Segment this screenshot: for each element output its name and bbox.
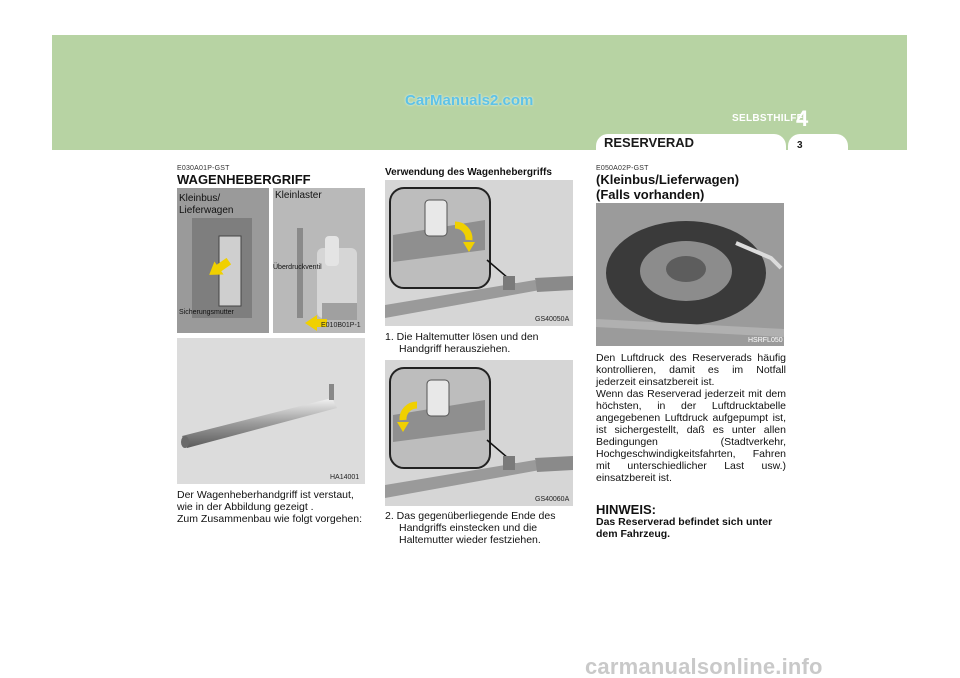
note-text: Das Reserverad befindet sich unter dem Fahrzeug. (596, 516, 773, 540)
figure-code: GS40060A (535, 496, 570, 503)
page-number: 3 (797, 140, 803, 151)
loosen-nut-illustration (385, 180, 573, 326)
spare-wheel-title: (Kleinbus/Lieferwagen) (Falls vorhanden) (596, 172, 740, 202)
label-nut: Sicherungsmutter (179, 309, 234, 316)
jack-storage-photo (177, 188, 365, 333)
label-truck: Kleinlaster (275, 190, 322, 201)
storage-paragraph: Der Wagenheberhandgriff ist verstaut, wie in der Abbildung gezeigt . Zum Zusammenbau wie folgt vorgehen: (177, 489, 363, 525)
label-van: Kleinbus/ Lieferwagen (179, 193, 234, 216)
insert-end-illustration (385, 360, 573, 506)
jack-handle-illustration (177, 338, 365, 484)
step-2: 2. Das gegenüberliegende Ende des Handgriffs einstecken und die Haltemutter wieder festziehen. (385, 510, 556, 546)
label-valve: Überdruckventil (273, 264, 322, 271)
section-code: E050A02P-GST (596, 165, 649, 172)
section-title: WAGENHEBERGRIFF (177, 172, 311, 187)
tire-pressure-paragraph: Den Luftdruck des Reserverads häufig kontrollieren, damit es im Notfall jederzeit einsatzbereit ist. Wenn das Reserverad jederzeit mit dem höchsten, in der Luftdrucktabelle angegebenen Luftdruck aufgepumpt ist, ist sichergestellt, daß es unter allen Bedingungen (Stadtverkehr, Hochgeschwindigkeitsfahrten, Fahren mit unterschiedlicher Last usw.) einsatzbereit ist. (596, 352, 786, 484)
usage-title: Verwendung des Wagenhebergriffs (385, 167, 552, 178)
figure-code: E010B01P-1 (321, 322, 361, 329)
step-1: 1. Die Haltemutter lösen und den Handgriff herausziehen. (385, 331, 539, 355)
section-code: E030A01P-GST (177, 165, 230, 172)
watermark: carmanualsonline.info (585, 654, 823, 678)
site-link[interactable]: CarManuals2.com (405, 92, 534, 109)
spare-wheel-illustration (596, 203, 784, 346)
loosen-nut-photo (385, 180, 573, 326)
section-tab-title: RESERVERAD (604, 135, 695, 150)
insert-end-photo (385, 360, 573, 506)
note-title: HINWEIS: (596, 502, 656, 517)
figure-code: HSRFL050 (748, 337, 783, 344)
figure-code: HA14001 (330, 474, 360, 481)
handle-photo (177, 338, 365, 484)
chapter-number: 4 (796, 106, 809, 131)
spare-wheel-photo (596, 203, 784, 346)
figure-code: GS40050A (535, 316, 570, 323)
section-label: SELBSTHILFE (732, 113, 804, 124)
